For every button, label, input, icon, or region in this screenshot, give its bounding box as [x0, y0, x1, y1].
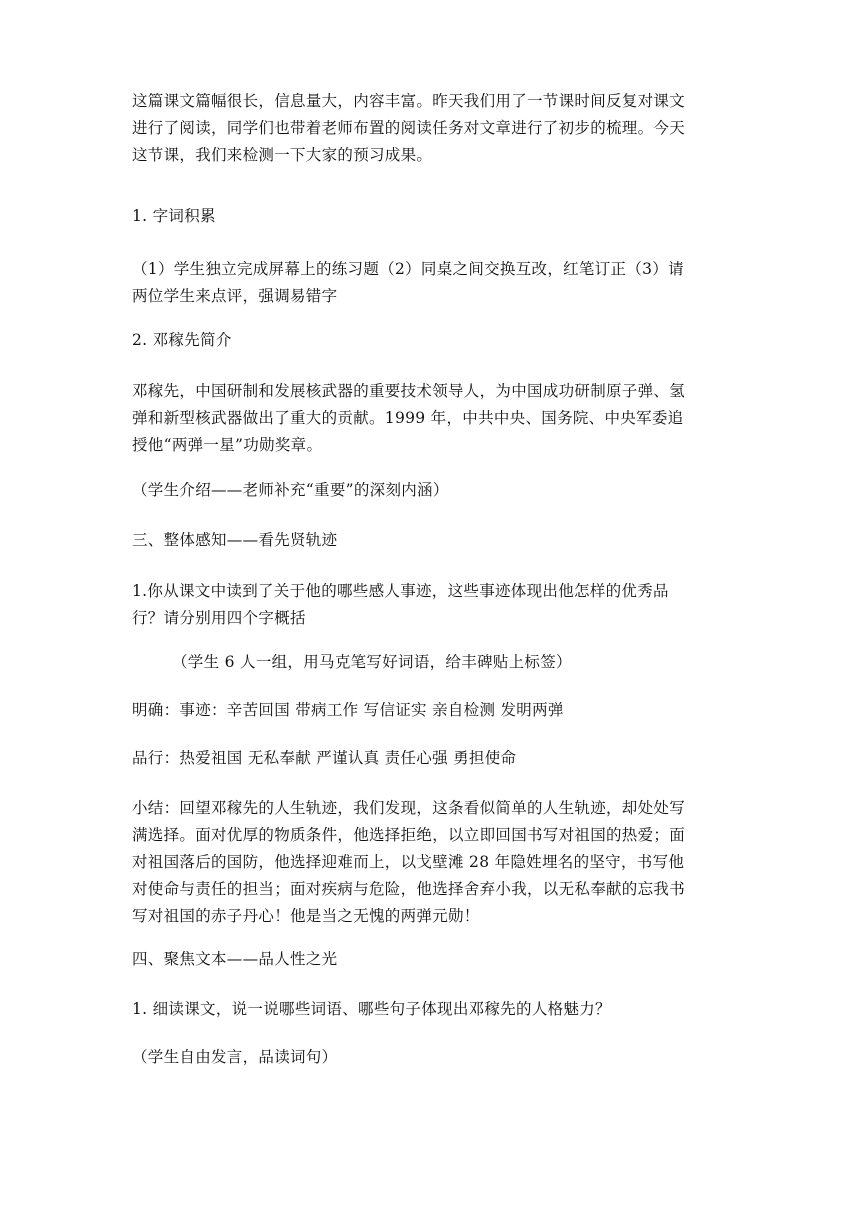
item2-line-3: 授他“两弹一星”功勋奖章。: [132, 436, 323, 454]
intro-line-3: 这节课，我们来检测一下大家的预习成果。: [132, 146, 433, 164]
section3-deeds-text: 明确：事迹：辛苦回国 带病工作 写信证实 亲自检测 发明两弹: [132, 701, 564, 719]
section4-heading: [132, 946, 732, 973]
item2-paragraph: [132, 378, 732, 459]
section4-note: [132, 1044, 732, 1071]
item2-line-1: 邓稼先，中国研制和发展核武器的重要技术领导人，为中国成功研制原子弹、氢: [132, 382, 686, 400]
section3-heading: [132, 527, 732, 554]
item1-line-2: 两位学生来点评，强调易错字: [132, 287, 338, 305]
section4-heading-text: 四、聚焦文本——品人性之光: [132, 950, 338, 968]
section3-question-line-1: 1.你从课文中读到了关于他的哪些感人事迹，这些事迹体现出他怎样的优秀品: [132, 582, 669, 600]
item2-line-2: 弹和新型核武器做出了重大的贡献。1999 年，中共中央、国务院、中央军委追: [132, 409, 684, 427]
summary-line-4: 对使命与责任的担当；面对疾病与危险，他选择舍弃小我，以无私奉献的忘我书: [132, 880, 686, 898]
item2-note-text: （学生介绍——老师补充“重要”的深刻内涵）: [132, 481, 449, 499]
section3-heading-text: 三、整体感知——看先贤轨迹: [132, 531, 338, 549]
item1-paragraph: [132, 256, 732, 310]
section4-note-text: （学生自由发言，品读词句）: [132, 1048, 338, 1066]
section3-deeds: [132, 697, 732, 724]
summary-line-5: 写对祖国的赤子丹心！他是当之无愧的两弹元勋！: [132, 907, 480, 925]
section4-question: [132, 996, 732, 1023]
item1-line-1: （1）学生独立完成屏幕上的练习题（2）同桌之间交换互改，红笔订正（3）请: [132, 260, 684, 278]
section3-activity-text: （学生 6 人一组，用马克笔写好词语，给丰碑贴上标签）: [172, 653, 572, 671]
summary-line-2: 满选择。面对优厚的物质条件，他选择拒绝，以立即回国书写对祖国的热爱；面: [132, 826, 686, 844]
item2-heading-text: 2. 邓稼先简介: [132, 331, 232, 349]
section3-activity: [172, 649, 732, 676]
intro-paragraph: [132, 88, 732, 169]
intro-line-1: 这篇课文篇幅很长，信息量大，内容丰富。昨天我们用了一节课时间反复对课文: [132, 92, 686, 110]
section3-question-line-2: 行？请分别用四个字概括: [132, 609, 306, 627]
summary-line-3: 对祖国落后的国防，他选择迎难而上，以戈壁滩 28 年隐姓埋名的坚守，书写他: [132, 853, 685, 871]
intro-line-2: 进行了阅读，同学们也带着老师布置的阅读任务对文章进行了初步的梳理。今天: [132, 119, 686, 137]
item2-note: [132, 477, 732, 504]
item1-heading-text: 1. 字词积累: [132, 207, 216, 225]
section3-question: [132, 578, 732, 632]
section4-question-text: 1. 细读课文，说一说哪些词语、哪些句子体现出邓稼先的人格魅力？: [132, 1000, 611, 1018]
section3-virtues-text: 品行：热爱祖国 无私奉献 严谨认真 责任心强 勇担使命: [132, 749, 517, 767]
section3-virtues: [132, 745, 732, 772]
summary-line-1: 小结：回望邓稼先的人生轨迹，我们发现，这条看似简单的人生轨迹，却处处写: [132, 799, 686, 817]
item2-heading: [132, 327, 732, 354]
item1-heading: [132, 203, 732, 230]
section3-summary: [132, 795, 732, 930]
